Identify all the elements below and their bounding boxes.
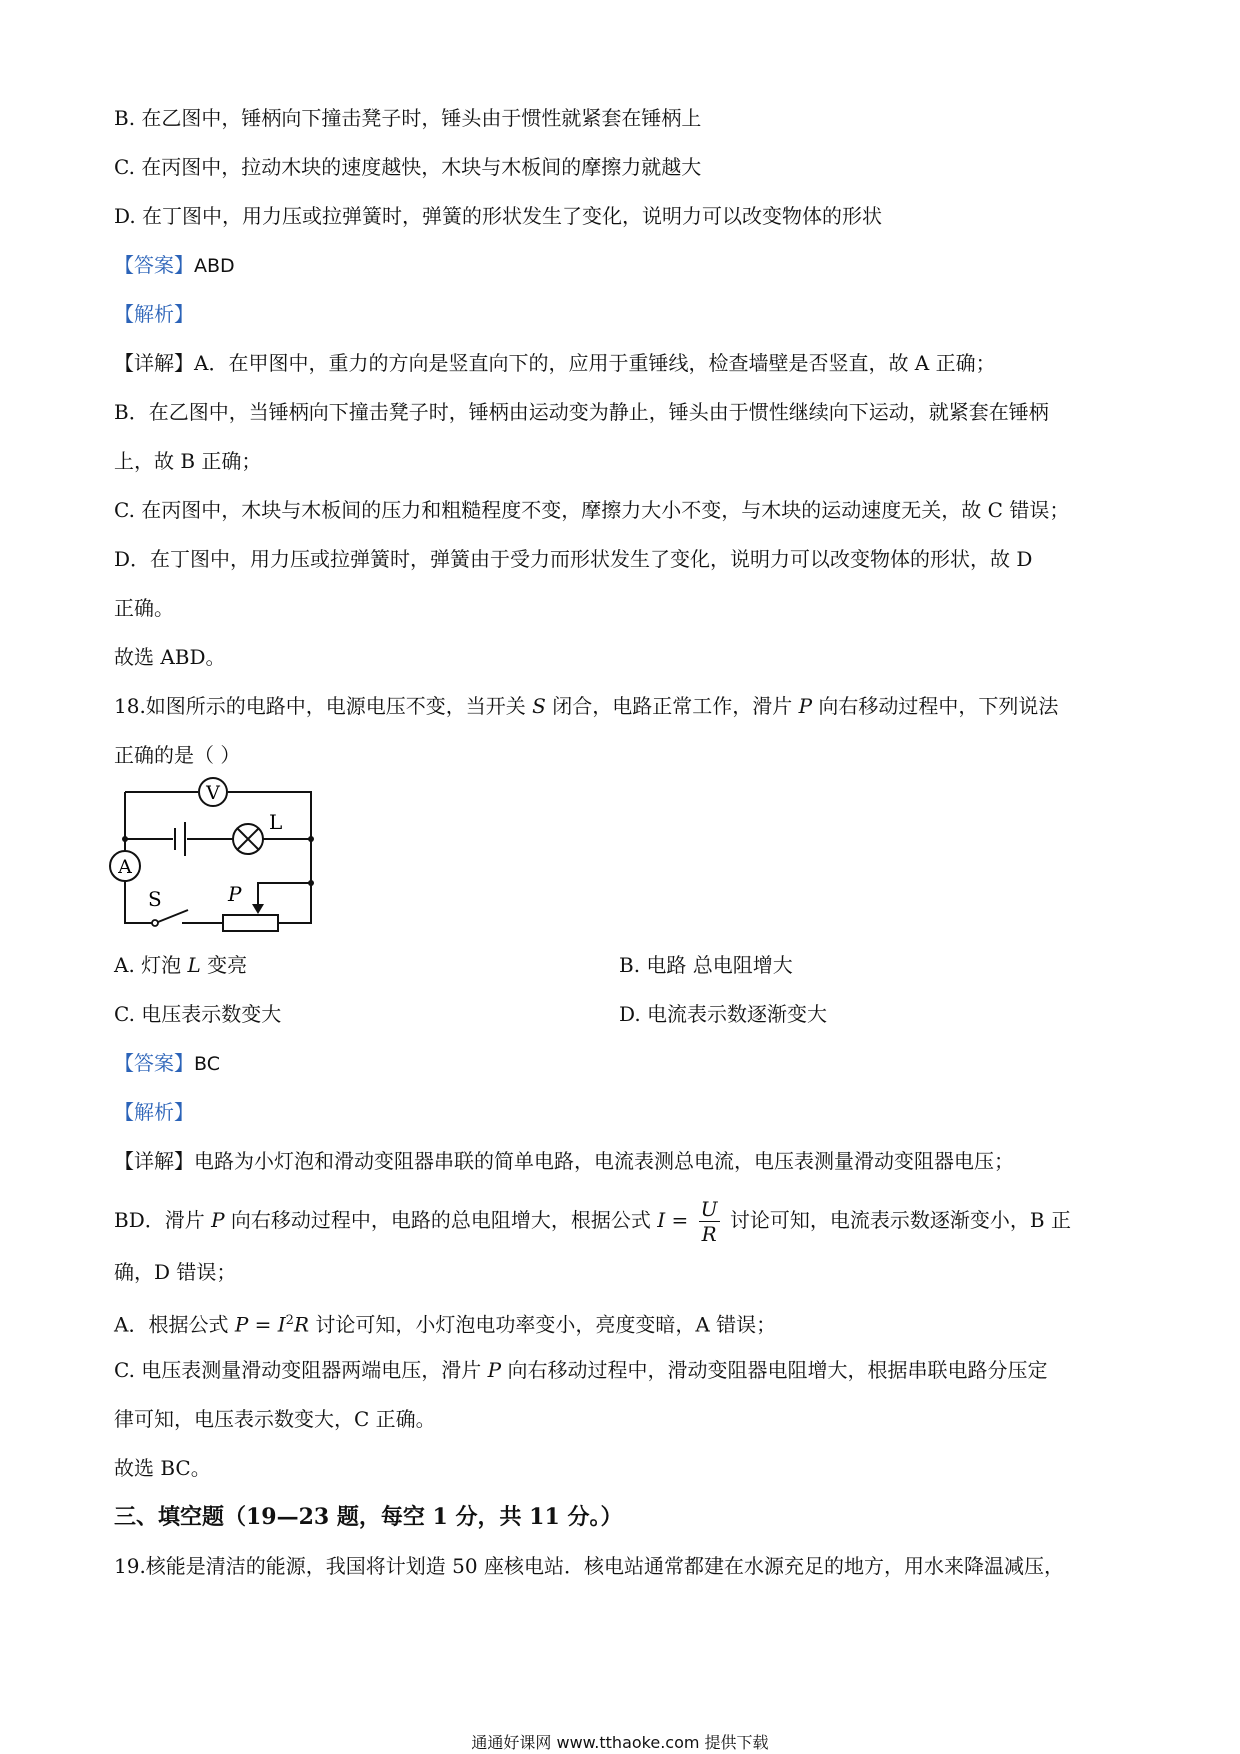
a-text-post: 讨论可知，小灯泡电功率变小，亮度变暗，A 错误； [309, 1312, 777, 1337]
stem-var-s: S [532, 694, 546, 718]
formula-rest: = I [248, 1312, 286, 1337]
slider-wire [258, 883, 311, 906]
q18-stem-line2: 正确的是（ ） [114, 743, 241, 767]
q19-stem: 19.核能是清洁的能源，我国将计划造 50 座核电站．核电站通常都建在水源充足的地方，用水来降温减压， [114, 1554, 1064, 1578]
fraction-denominator: R [701, 1222, 717, 1246]
formula-equals: = [665, 1208, 695, 1232]
formula-fraction [699, 1197, 720, 1246]
q17-option-b: B. 在乙图中，锤柄向下撞击凳子时，锤头由于惯性就紧套在锤柄上 [114, 106, 702, 130]
slider-arrow-icon [252, 904, 264, 914]
answer-tag: 【答案】 [114, 1051, 194, 1075]
q17-detail-a [114, 348, 996, 378]
detail-tag: 【详解】 [114, 1149, 194, 1173]
q17-detail-d2: 正确。 [114, 596, 174, 620]
q17-detail-b2: 上，故 B 正确； [114, 449, 262, 473]
q18-detail-a [114, 1306, 776, 1340]
c-var-p: P [487, 1358, 502, 1382]
detail-a-text: A．在甲图中，重力的方向是竖直向下的，应用于重锤线，检查墙壁是否竖直，故 A 正确； [194, 351, 996, 375]
stem-text-b: 闭合，电路正常工作，滑片 [545, 694, 799, 718]
q18-detail-1 [114, 1146, 1014, 1176]
q18-analysis-tag: 【解析】 [114, 1100, 194, 1124]
q18-option-b: B. 电路 总电阻增大 [619, 953, 793, 977]
ammeter-icon [110, 851, 140, 881]
circuit-diagram [108, 770, 328, 936]
stem-text-a: 18.如图所示的电路中，电源电压不变，当开关 [114, 694, 533, 718]
lamp-icon [233, 824, 263, 854]
formula-exponent: 2 [285, 1313, 294, 1328]
formula-resistance: R [293, 1312, 309, 1337]
detail-1-text: 电路为小灯泡和滑动变阻器串联的简单电路，电流表测总电流，电压表测量滑动变阻器电压； [194, 1149, 1014, 1173]
lamp-label: L [269, 810, 283, 834]
c-text-post: 向右移动过程中，滑动变阻器电阻增大，根据串联电路分压定 [501, 1358, 1048, 1382]
q17-analysis-tag: 【解析】 [114, 302, 194, 326]
q17-option-d: D. 在丁图中，用力压或拉弹簧时，弹簧的形状发生了变化，说明力可以改变物体的形状 [114, 204, 883, 228]
answer-value: ABD [194, 255, 235, 277]
q18-detail-bd2: 确，D 错误； [114, 1260, 237, 1284]
c-text-pre: C. 电压表测量滑动变阻器两端电压，滑片 [114, 1358, 488, 1382]
answer-tag: 【答案】 [114, 253, 194, 277]
footer-text: 通通好课网 www.tthaoke.com 提供下载 [471, 1733, 769, 1752]
bd-var-p: P [211, 1208, 225, 1232]
switch-label: S [148, 887, 162, 911]
junction-dot [308, 836, 314, 842]
q18-stem-line1 [114, 691, 1058, 721]
q18-answer-line [114, 1048, 220, 1079]
q17-detail-d1: D．在丁图中，用力压或拉弹簧时，弹簧由于受力而形状发生了变化，说明力可以改变物体的形状，故 D [114, 547, 1033, 571]
q17-answer-line [114, 250, 235, 281]
formula-power: P [234, 1312, 249, 1337]
q18-detail-c [114, 1355, 1048, 1385]
q18-option-c: C. 电压表示数变大 [114, 1002, 282, 1026]
voltmeter-label: V [206, 782, 220, 804]
voltmeter-icon [199, 778, 227, 806]
q17-option-c: C. 在丙图中，拉动木块的速度越快，木块与木板间的摩擦力就越大 [114, 155, 702, 179]
rheostat-icon [223, 915, 278, 931]
junction-dot [122, 836, 128, 842]
q17-choose: 故选 ABD。 [114, 645, 226, 669]
q17-detail-b1: B．在乙图中，当锤柄向下撞击凳子时，锤柄由运动变为静止，锤头由于惯性继续向下运动，就紧套在锤柄 [114, 400, 1049, 424]
section-title: 三、填空题（19—23 题，每空 1 分，共 11 分。） [114, 1504, 623, 1530]
q18-option-d: D. 电流表示数逐渐变大 [619, 1002, 828, 1026]
q18-option-a [114, 950, 247, 980]
fraction-numerator: U [700, 1197, 718, 1221]
bd-text-pre: BD．滑片 [114, 1208, 212, 1232]
answer-value: BC [194, 1053, 220, 1075]
formula-current: I [657, 1208, 666, 1232]
detail-tag: 【详解】 [114, 351, 194, 375]
bd-text-post: 讨论可知，电流表示数逐渐变小，B 正 [723, 1208, 1071, 1232]
q17-detail-c: C. 在丙图中，木块与木板间的压力和粗糙程度不变，摩擦力大小不变，与木块的运动速度无关，故 C 错误； [114, 498, 1070, 522]
option-a-tail: 变亮 [200, 953, 248, 977]
option-a-text: A. 灯泡 [114, 953, 188, 977]
bd-text-mid: 向右移动过程中，电路的总电阻增大，根据公式 [224, 1208, 658, 1232]
stem-var-p: P [798, 694, 813, 718]
q18-choose: 故选 BC。 [114, 1456, 211, 1480]
battery-icon [175, 822, 185, 856]
ammeter-label: A [118, 856, 132, 878]
option-a-var: L [187, 953, 201, 977]
slider-label: P [228, 882, 242, 906]
junction-dot [308, 880, 314, 886]
a-text-pre: A．根据公式 [114, 1312, 235, 1337]
q18-detail-bd [114, 1196, 1071, 1246]
q18-detail-c2: 律可知，电压表示数变大，C 正确。 [114, 1407, 436, 1431]
stem-text-c: 向右移动过程中，下列说法 [812, 694, 1059, 718]
